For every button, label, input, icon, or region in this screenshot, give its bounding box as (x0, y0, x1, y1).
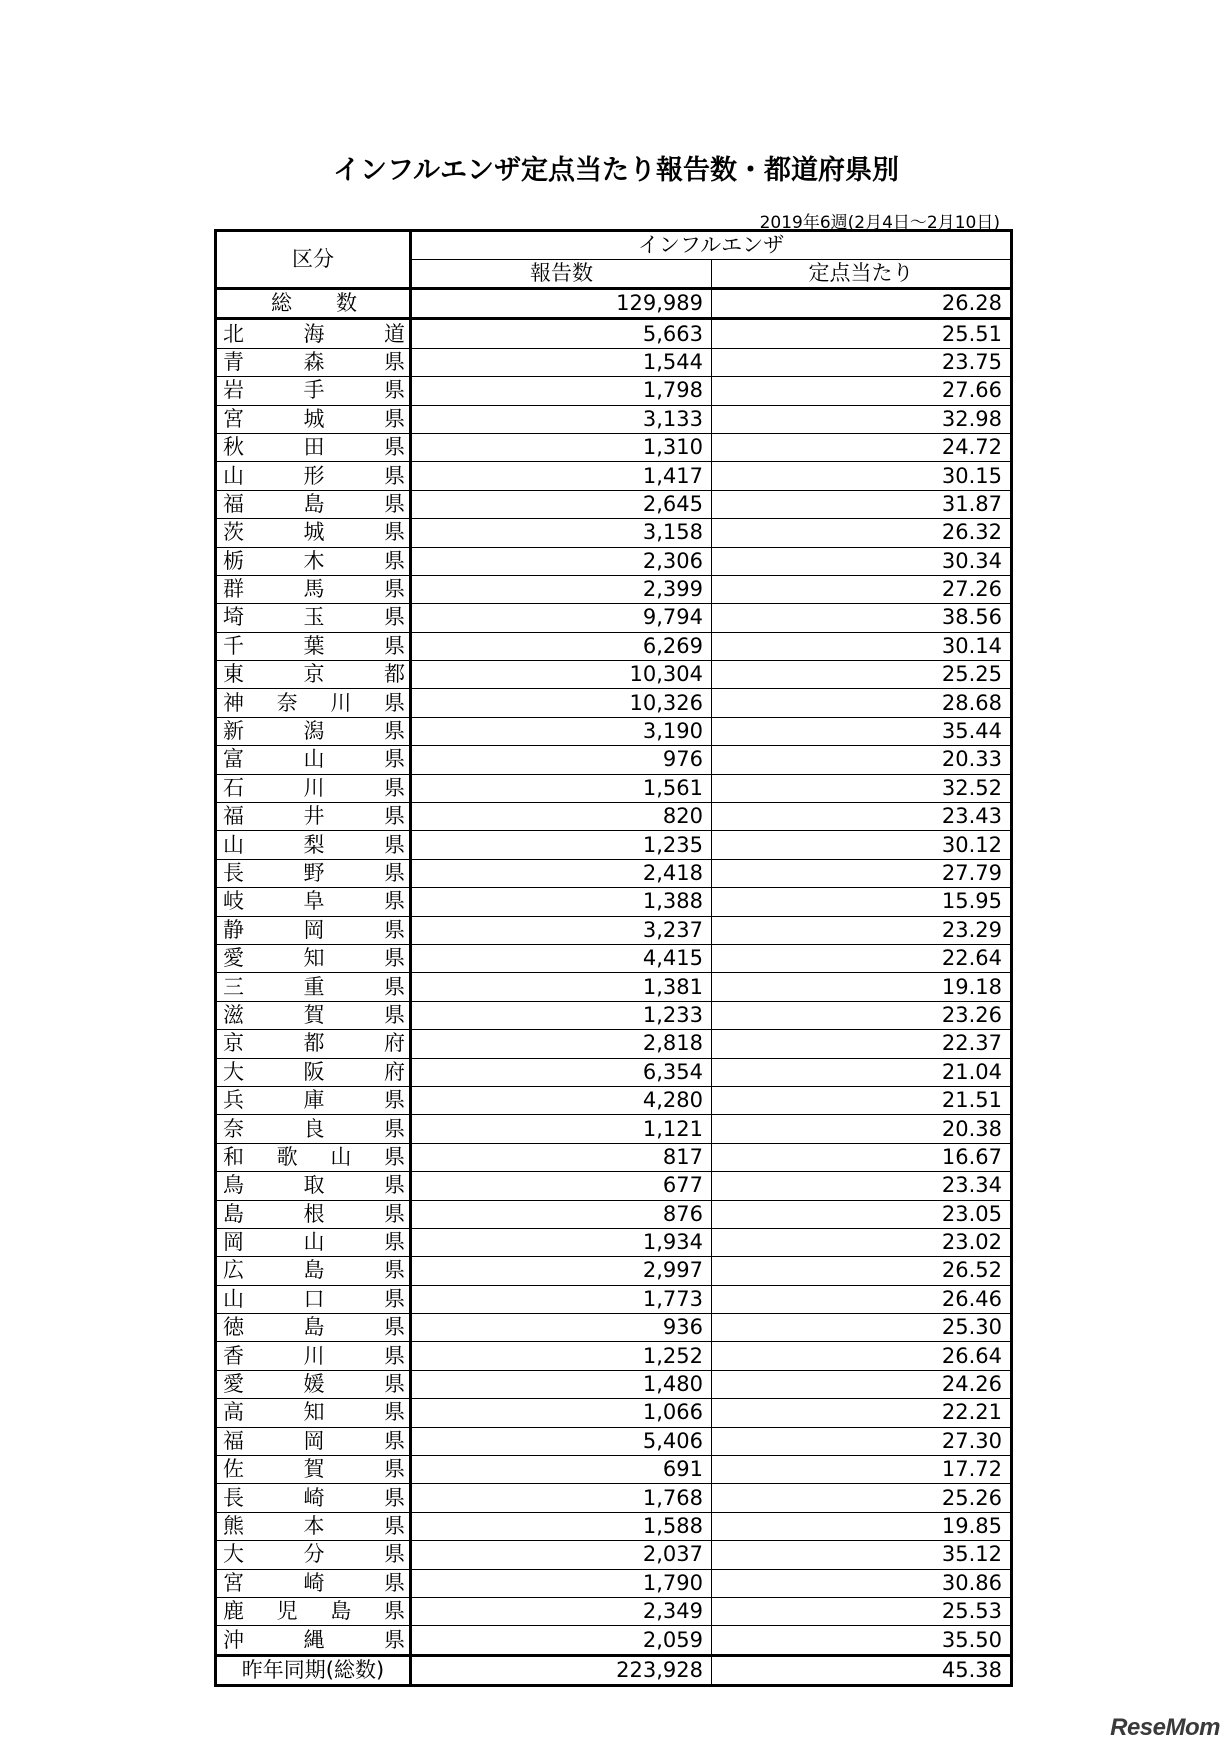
per-sentinel-value: 30.14 (712, 632, 1012, 660)
per-sentinel-value: 25.53 (712, 1597, 1012, 1625)
per-sentinel-value: 32.98 (712, 405, 1012, 433)
report-count: 4,415 (411, 944, 712, 972)
table-row (216, 1086, 1012, 1114)
prefecture-name: 岩 手 県 (216, 377, 411, 405)
prefecture-name: 大 阪 府 (216, 1058, 411, 1086)
per-sentinel-value: 22.37 (712, 1030, 1012, 1058)
table-row (216, 746, 1012, 774)
report-count: 677 (411, 1172, 712, 1200)
table-row (216, 575, 1012, 603)
report-count: 1,121 (411, 1115, 712, 1143)
per-sentinel-value: 27.30 (712, 1427, 1012, 1455)
prefecture-name: 大 分 県 (216, 1541, 411, 1569)
prefecture-name: 三 重 県 (216, 973, 411, 1001)
table-row (216, 547, 1012, 575)
report-count: 5,406 (411, 1427, 712, 1455)
per-sentinel-value: 17.72 (712, 1456, 1012, 1484)
report-count: 1,252 (411, 1342, 712, 1370)
table-row (216, 944, 1012, 972)
per-sentinel-value: 25.25 (712, 661, 1012, 689)
report-count: 1,480 (411, 1370, 712, 1398)
report-count: 6,269 (411, 632, 712, 660)
report-count: 10,304 (411, 661, 712, 689)
prefecture-name: 佐 賀 県 (216, 1456, 411, 1484)
prefecture-name: 静 岡 県 (216, 916, 411, 944)
per-sentinel-value: 38.56 (712, 604, 1012, 632)
per-sentinel-value: 23.43 (712, 803, 1012, 831)
table-row (216, 462, 1012, 490)
per-sentinel-value: 24.26 (712, 1370, 1012, 1398)
table-row (216, 1427, 1012, 1455)
report-count: 1,233 (411, 1001, 712, 1029)
per-sentinel-value: 24.72 (712, 433, 1012, 461)
per-sentinel-value: 23.34 (712, 1172, 1012, 1200)
prefecture-name: 山 梨 県 (216, 831, 411, 859)
prefecture-name: 福 井 県 (216, 803, 411, 831)
report-count: 820 (411, 803, 712, 831)
per-sentinel-value: 26.32 (712, 519, 1012, 547)
prefecture-name: 高 知 県 (216, 1399, 411, 1427)
table-row (216, 1058, 1012, 1086)
prefecture-name: 山 口 県 (216, 1285, 411, 1313)
per-sentinel-value: 27.79 (712, 859, 1012, 887)
per-sentinel-value: 23.05 (712, 1200, 1012, 1228)
report-count: 1,934 (411, 1228, 712, 1256)
report-count: 3,190 (411, 717, 712, 745)
prefecture-name: 石 川 県 (216, 774, 411, 802)
per-sentinel-value: 35.44 (712, 717, 1012, 745)
header-kubun: 区分 (216, 231, 411, 289)
per-sentinel-value: 22.64 (712, 944, 1012, 972)
prefecture-name: 島 根 県 (216, 1200, 411, 1228)
prefecture-name: 京 都 府 (216, 1030, 411, 1058)
table-row (216, 319, 1012, 348)
per-sentinel-value: 30.34 (712, 547, 1012, 575)
table-row (216, 1143, 1012, 1171)
table-row (216, 1172, 1012, 1200)
report-count: 2,645 (411, 490, 712, 518)
table-row (216, 973, 1012, 1001)
table-row (216, 859, 1012, 887)
prefecture-name: 広 島 県 (216, 1257, 411, 1285)
table-row (216, 519, 1012, 547)
table-row (216, 377, 1012, 405)
report-count: 976 (411, 746, 712, 774)
report-count: 2,818 (411, 1030, 712, 1058)
table-row (216, 1484, 1012, 1512)
report-count: 817 (411, 1143, 712, 1171)
report-count: 1,773 (411, 1285, 712, 1313)
table-row (216, 661, 1012, 689)
prefecture-name: 熊 本 県 (216, 1512, 411, 1540)
table-row (216, 1001, 1012, 1029)
per-sentinel-value: 19.18 (712, 973, 1012, 1001)
prefecture-name: 和 歌 山 県 (216, 1143, 411, 1171)
per-sentinel-value: 30.15 (712, 462, 1012, 490)
table-row (216, 1115, 1012, 1143)
prefecture-name: 香 川 県 (216, 1342, 411, 1370)
report-count: 1,310 (411, 433, 712, 461)
prefecture-name: 鹿 児 島 県 (216, 1597, 411, 1625)
per-sentinel-value: 35.12 (712, 1541, 1012, 1569)
table-row (216, 1541, 1012, 1569)
last-year-reports: 223,928 (411, 1655, 712, 1685)
report-count: 1,235 (411, 831, 712, 859)
report-count: 936 (411, 1314, 712, 1342)
per-sentinel-value: 35.50 (712, 1626, 1012, 1655)
per-sentinel-value: 20.38 (712, 1115, 1012, 1143)
per-sentinel-value: 26.46 (712, 1285, 1012, 1313)
report-count: 3,133 (411, 405, 712, 433)
report-count: 2,037 (411, 1541, 712, 1569)
prefecture-name: 長 崎 県 (216, 1484, 411, 1512)
per-sentinel-value: 25.26 (712, 1484, 1012, 1512)
report-count: 1,798 (411, 377, 712, 405)
table-row (216, 1512, 1012, 1540)
page-title: インフルエンザ定点当たり報告数・都道府県別 (333, 155, 899, 186)
prefecture-name: 群 馬 県 (216, 575, 411, 603)
table-row (216, 916, 1012, 944)
table-row (216, 774, 1012, 802)
report-count: 2,418 (411, 859, 712, 887)
prefecture-name: 東 京 都 (216, 661, 411, 689)
table-row (216, 1342, 1012, 1370)
per-sentinel-value: 23.02 (712, 1228, 1012, 1256)
report-count: 1,561 (411, 774, 712, 802)
report-count: 1,544 (411, 348, 712, 376)
table-row (216, 803, 1012, 831)
table-row (216, 689, 1012, 717)
prefecture-name: 滋 賀 県 (216, 1001, 411, 1029)
prefecture-name: 福 島 県 (216, 490, 411, 518)
table-row (216, 433, 1012, 461)
prefecture-name: 埼 玉 県 (216, 604, 411, 632)
report-count: 1,768 (411, 1484, 712, 1512)
per-sentinel-value: 23.29 (712, 916, 1012, 944)
report-count: 876 (411, 1200, 712, 1228)
report-period: 2019年6週(2月4日～2月10日) (759, 213, 1000, 233)
table-row (216, 831, 1012, 859)
total-label: 総 数 (216, 289, 411, 319)
table-row (216, 1285, 1012, 1313)
per-sentinel-value: 27.26 (712, 575, 1012, 603)
per-sentinel-value: 15.95 (712, 888, 1012, 916)
table-row (216, 490, 1012, 518)
per-sentinel-value: 31.87 (712, 490, 1012, 518)
per-sentinel-value: 23.75 (712, 348, 1012, 376)
header-per-sentinel: 定点当たり (712, 260, 1012, 289)
table-body (216, 289, 1012, 1656)
total-row (216, 289, 1012, 319)
per-sentinel-value: 19.85 (712, 1512, 1012, 1540)
total-reports: 129,989 (411, 289, 712, 319)
table-row (216, 1569, 1012, 1597)
table-row (216, 1257, 1012, 1285)
prefecture-name: 長 野 県 (216, 859, 411, 887)
prefecture-name: 宮 城 県 (216, 405, 411, 433)
per-sentinel-value: 20.33 (712, 746, 1012, 774)
per-sentinel-value: 30.86 (712, 1569, 1012, 1597)
per-sentinel-value: 26.64 (712, 1342, 1012, 1370)
prefecture-name: 栃 木 県 (216, 547, 411, 575)
table-row (216, 888, 1012, 916)
table-row (216, 1228, 1012, 1256)
last-year-row (216, 1655, 1012, 1685)
report-count: 9,794 (411, 604, 712, 632)
report-count: 2,306 (411, 547, 712, 575)
prefecture-name: 宮 崎 県 (216, 1569, 411, 1597)
prefecture-name: 徳 島 県 (216, 1314, 411, 1342)
last-year-label: 昨年同期(総数) (216, 1655, 411, 1685)
prefecture-name: 茨 城 県 (216, 519, 411, 547)
report-count: 1,388 (411, 888, 712, 916)
prefecture-name: 秋 田 県 (216, 433, 411, 461)
prefecture-name: 愛 媛 県 (216, 1370, 411, 1398)
report-count: 1,588 (411, 1512, 712, 1540)
table-row (216, 1314, 1012, 1342)
header-influenza: インフルエンザ (411, 231, 1012, 260)
table-row (216, 1399, 1012, 1427)
prefecture-name: 鳥 取 県 (216, 1172, 411, 1200)
table-row (216, 1456, 1012, 1484)
per-sentinel-value: 25.51 (712, 319, 1012, 348)
total-per-sentinel: 26.28 (712, 289, 1012, 319)
table-row (216, 1030, 1012, 1058)
table-row (216, 1370, 1012, 1398)
report-count: 691 (411, 1456, 712, 1484)
prefecture-name: 青 森 県 (216, 348, 411, 376)
prefecture-name: 富 山 県 (216, 746, 411, 774)
report-count: 3,237 (411, 916, 712, 944)
report-count: 1,381 (411, 973, 712, 1001)
per-sentinel-value: 22.21 (712, 1399, 1012, 1427)
per-sentinel-value: 30.12 (712, 831, 1012, 859)
report-count: 1,417 (411, 462, 712, 490)
prefecture-name: 沖 縄 県 (216, 1626, 411, 1655)
report-count: 3,158 (411, 519, 712, 547)
prefecture-name: 北 海 道 (216, 319, 411, 348)
table-row (216, 348, 1012, 376)
per-sentinel-value: 28.68 (712, 689, 1012, 717)
prefecture-name: 千 葉 県 (216, 632, 411, 660)
table-row (216, 1200, 1012, 1228)
prefecture-name: 岡 山 県 (216, 1228, 411, 1256)
per-sentinel-value: 26.52 (712, 1257, 1012, 1285)
per-sentinel-value: 32.52 (712, 774, 1012, 802)
report-count: 10,326 (411, 689, 712, 717)
influenza-table (214, 229, 1013, 1687)
header-reports: 報告数 (411, 260, 712, 289)
table-row (216, 717, 1012, 745)
table-header (216, 231, 1012, 289)
per-sentinel-value: 25.30 (712, 1314, 1012, 1342)
report-count: 2,349 (411, 1597, 712, 1625)
table-row (216, 604, 1012, 632)
per-sentinel-value: 21.51 (712, 1086, 1012, 1114)
report-count: 2,399 (411, 575, 712, 603)
per-sentinel-value: 16.67 (712, 1143, 1012, 1171)
prefecture-name: 岐 阜 県 (216, 888, 411, 916)
prefecture-name: 奈 良 県 (216, 1115, 411, 1143)
table-row (216, 1626, 1012, 1655)
prefecture-name: 新 潟 県 (216, 717, 411, 745)
report-count: 6,354 (411, 1058, 712, 1086)
report-count: 2,059 (411, 1626, 712, 1655)
report-count: 1,790 (411, 1569, 712, 1597)
report-count: 5,663 (411, 319, 712, 348)
report-count: 4,280 (411, 1086, 712, 1114)
prefecture-name: 愛 知 県 (216, 944, 411, 972)
per-sentinel-value: 23.26 (712, 1001, 1012, 1029)
report-count: 1,066 (411, 1399, 712, 1427)
last-year-per-sentinel: 45.38 (712, 1655, 1012, 1685)
per-sentinel-value: 27.66 (712, 377, 1012, 405)
prefecture-name: 福 岡 県 (216, 1427, 411, 1455)
prefecture-name: 神 奈 川 県 (216, 689, 411, 717)
prefecture-name: 兵 庫 県 (216, 1086, 411, 1114)
per-sentinel-value: 21.04 (712, 1058, 1012, 1086)
resemom-logo: ReseMom (1110, 1714, 1220, 1741)
prefecture-name: 山 形 県 (216, 462, 411, 490)
table-row (216, 405, 1012, 433)
report-count: 2,997 (411, 1257, 712, 1285)
table-row (216, 632, 1012, 660)
table-row (216, 1597, 1012, 1625)
